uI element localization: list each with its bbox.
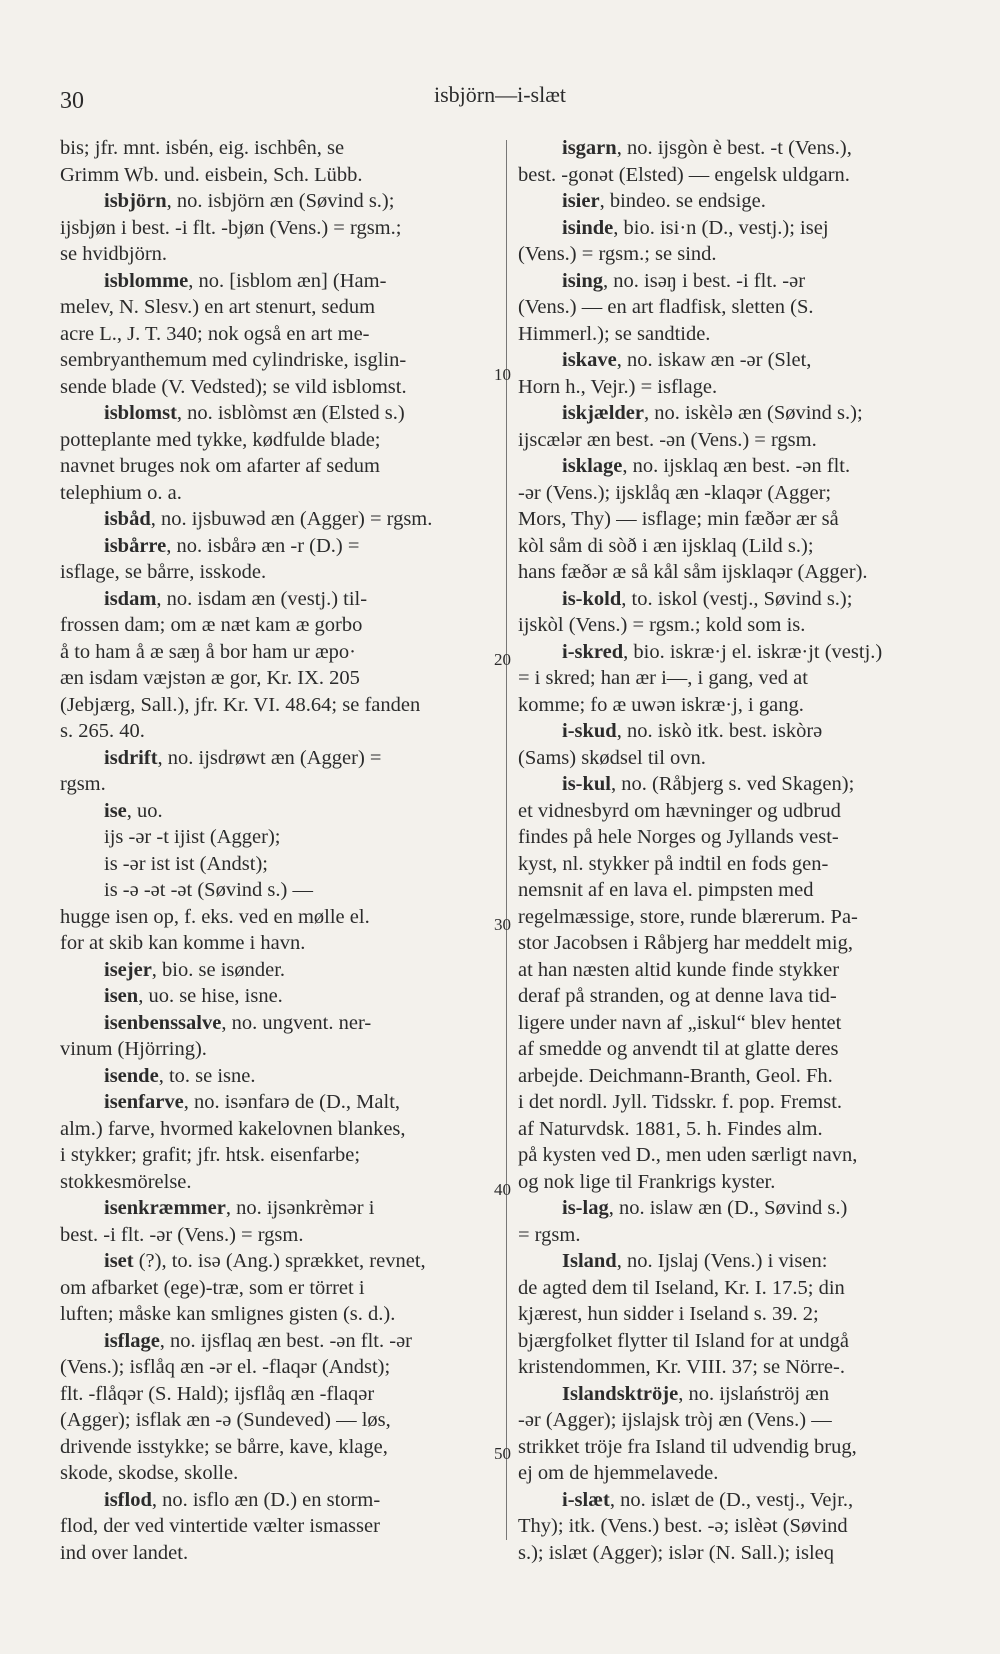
text-line: frossen dam; om æ næt kam æ gorbo bbox=[60, 614, 363, 636]
text-line: et vidnesbyrd om hævninger og udbrud bbox=[518, 799, 841, 822]
running-head: isbjörn—i-slæt bbox=[433, 82, 566, 107]
text-line bbox=[518, 1248, 943, 1275]
entry-headword: isejer bbox=[104, 958, 152, 981]
entry-text: , no. (Råbjerg s. ved Skagen); bbox=[611, 773, 855, 795]
entry-text: , bio. iskræ·j el. iskræ·jt (vestj.) bbox=[623, 640, 883, 663]
text-line bbox=[60, 586, 492, 613]
entry-headword: isdrift bbox=[104, 746, 158, 769]
text-line: stokkesmörelse. bbox=[60, 1170, 192, 1193]
text-line bbox=[60, 188, 492, 215]
entry-headword: is-lag bbox=[562, 1197, 609, 1219]
entry-text: , bio. isi·n (D., vestj.); isej bbox=[613, 216, 829, 239]
text-line: kyst, nl. stykker på indtil en fods gen- bbox=[518, 852, 829, 875]
page-number: 30 bbox=[60, 88, 84, 114]
text-line: i stykker; grafit; jfr. htsk. eisenfarbe; bbox=[60, 1144, 361, 1166]
entry-headword: ising bbox=[562, 269, 604, 292]
entry-text: , no. iskèlə æn (Søvind s.); bbox=[644, 402, 863, 424]
text-line: kjærest, hun sidder i Iseland s. 39. 2; bbox=[518, 1303, 819, 1325]
text-line bbox=[518, 347, 943, 374]
entry-headword: isblomme bbox=[104, 269, 189, 292]
text-line: for at skib kan komme i havn. bbox=[60, 932, 306, 954]
text-line: i det nordl. Jyll. Tidsskr. f. pop. Fremst. bbox=[518, 1091, 843, 1113]
text-line: Horn h., Vejr.) = isflage. bbox=[518, 375, 718, 398]
text-line: ind over landet. bbox=[60, 1541, 189, 1564]
entry-text: , uo. se hise, isne. bbox=[138, 985, 283, 1007]
entry-text: , no. isbjörn æn (Søvind s.); bbox=[166, 190, 395, 212]
entry-headword: isier bbox=[562, 190, 600, 212]
entry-text: , no. isənfarə de (D., Malt, bbox=[183, 1091, 401, 1113]
text-line bbox=[60, 957, 492, 984]
text-line: stor Jacobsen i Råbjerg har meddelt mig, bbox=[518, 932, 853, 954]
text-line: nemsnit af en lava el. pimpsten med bbox=[518, 879, 814, 901]
text-line: deraf på stranden, og at denne lava tid- bbox=[518, 985, 837, 1007]
text-line bbox=[60, 506, 492, 533]
text-line: ijscælər æn best. -ən (Vens.) = rgsm. bbox=[518, 428, 817, 451]
entry-headword: isenkræmmer bbox=[104, 1197, 226, 1219]
entry-text: , no. islæt de (D., vestj., Vejr., bbox=[609, 1488, 854, 1511]
text-line: (Vens.) — en art fladfisk, sletten (S. bbox=[518, 296, 814, 318]
entry-text: , bio. se isønder. bbox=[151, 958, 286, 981]
entry-text: , no. isdam æn (vestj.) til- bbox=[156, 587, 368, 610]
text-line: regelmæssige, store, runde blærerum. Pa- bbox=[518, 905, 858, 928]
entry-headword: isblomst bbox=[104, 402, 177, 424]
text-line bbox=[60, 1328, 492, 1355]
line-number-50: 50 bbox=[494, 1444, 511, 1463]
text-line: alm.) farve, hvormed kakelovnen blankes, bbox=[60, 1117, 406, 1140]
entry-headword: Islandsktröje bbox=[562, 1382, 679, 1405]
entry-text: , no. iskò itk. best. iskòrə bbox=[616, 720, 823, 742]
text-line bbox=[518, 215, 943, 242]
entry-headword: isenbenssalve bbox=[104, 1011, 222, 1034]
text-line: ligere under navn af „iskul“ blev hentet bbox=[518, 1011, 842, 1034]
text-line: drivende isstykke; se bårre, kave, klage, bbox=[60, 1435, 388, 1458]
right-column bbox=[518, 135, 943, 1566]
text-line bbox=[60, 1487, 492, 1514]
text-line: -ər (Agger); ijslajsk tròj æn (Vens.) — bbox=[518, 1409, 832, 1431]
text-line: navnet bruges nok om afarter af sedum bbox=[60, 455, 380, 477]
text-line: luften; måske kan smlignes gisten (s. d.). bbox=[60, 1303, 396, 1325]
text-line: = rgsm. bbox=[518, 1223, 581, 1246]
text-line bbox=[60, 533, 492, 560]
text-line: af smedde og anvendt til at glatte deres bbox=[518, 1038, 839, 1060]
text-line bbox=[518, 1381, 943, 1408]
entry-headword: i-slæt bbox=[562, 1488, 610, 1511]
entry-text: , to. iskol (vestj., Søvind s.); bbox=[621, 587, 853, 610]
text-line: sende blade (V. Vedsted); se vild isblomst. bbox=[60, 375, 407, 398]
column-rule bbox=[506, 140, 507, 1540]
entry-text: , no. isəŋ i best. -i flt. -ər bbox=[603, 269, 806, 292]
entry-headword: isbåd bbox=[104, 508, 151, 530]
text-line: strikket tröje fra Island til udvendig brug, bbox=[518, 1435, 857, 1458]
text-line: å to ham å æ sæŋ å bor ham ur æpo· bbox=[60, 640, 356, 663]
entry-text: , no. isflo æn (D.) en storm- bbox=[151, 1488, 381, 1511]
text-line bbox=[518, 639, 943, 666]
text-line: Grimm Wb. und. eisbein, Sch. Lübb. bbox=[60, 163, 363, 186]
text-line: ijskòl (Vens.) = rgsm.; kold som is. bbox=[518, 614, 806, 636]
entry-text: , to. se isne. bbox=[158, 1064, 256, 1087]
text-line bbox=[60, 1248, 492, 1275]
entry-headword: i-skred bbox=[562, 640, 624, 663]
text-line: ej om de hjemmelavede. bbox=[518, 1462, 719, 1484]
text-line: sembryanthemum med cylindriske, isglin- bbox=[60, 349, 407, 371]
entry-text: , no. ungvent. ner- bbox=[221, 1011, 372, 1034]
text-line bbox=[60, 798, 492, 825]
entry-headword: isklage bbox=[562, 455, 623, 477]
entry-text: , no. islaw æn (D., Søvind s.) bbox=[608, 1197, 848, 1219]
line-number-40: 40 bbox=[494, 1180, 511, 1199]
text-line: (Vens.) = rgsm.; se sind. bbox=[518, 243, 717, 265]
text-line: hugge isen op, f. eks. ved en mølle el. bbox=[60, 905, 370, 928]
text-line: isflage, se bårre, isskode. bbox=[60, 561, 267, 583]
text-line: is -ər ist ist (Andst); bbox=[104, 852, 268, 875]
line-number-20: 20 bbox=[494, 650, 511, 669]
entry-headword: isenfarve bbox=[104, 1091, 184, 1113]
text-line: hans fæðər æ så kål såm ijsklaqər (Agger). bbox=[518, 561, 868, 583]
text-line: at han næsten altid kunde finde stykker bbox=[518, 958, 840, 981]
text-line bbox=[518, 453, 943, 480]
text-line: æn isdam væjstən æ gor, Kr. IX. 205 bbox=[60, 667, 360, 689]
text-line: (Sams) skødsel til ovn. bbox=[518, 746, 706, 769]
text-line: bis; jfr. mnt. isbén, eig. ischbên, se bbox=[60, 137, 345, 159]
text-line bbox=[60, 1089, 492, 1116]
text-line: og nok lige til Frankrigs kyster. bbox=[518, 1170, 776, 1193]
entry-headword: isgarn bbox=[562, 137, 617, 159]
text-line: melev, N. Slesv.) en art stenurt, sedum bbox=[60, 296, 376, 318]
entry-text: , no. ijslańströj æn bbox=[678, 1382, 830, 1405]
entry-headword: ise bbox=[104, 799, 127, 822]
text-line: telephium o. a. bbox=[60, 481, 182, 504]
text-line bbox=[518, 586, 943, 613]
entry-headword: isbjörn bbox=[104, 190, 167, 212]
entry-text: , no. isblòmst æn (Elsted s.) bbox=[176, 402, 405, 424]
text-line: Himmerl.); se sandtide. bbox=[518, 322, 711, 345]
text-line: flt. -flåqər (S. Hald); ijsflåq æn -flaqər bbox=[60, 1382, 375, 1405]
text-line: s. 265. 40. bbox=[60, 720, 145, 742]
entry-text: , no. iskaw æn -ər (Slet, bbox=[616, 349, 812, 371]
entry-text: , no. ijsdrøwt æn (Agger) = bbox=[157, 746, 382, 769]
entry-headword: i-skud bbox=[562, 720, 617, 742]
entry-headword: iskjælder bbox=[562, 402, 644, 424]
text-line: ijsbjøn i best. -i flt. -bjøn (Vens.) = rgsm.; bbox=[60, 216, 402, 239]
entry-headword: isen bbox=[104, 985, 139, 1007]
entry-text: , uo. bbox=[126, 799, 163, 822]
text-line bbox=[518, 1195, 943, 1222]
entry-headword: isdam bbox=[104, 587, 157, 610]
text-line bbox=[60, 268, 492, 295]
entry-headword: isende bbox=[104, 1064, 159, 1087]
entry-text: , no. ijsbuwəd æn (Agger) = rgsm. bbox=[150, 508, 433, 530]
text-line bbox=[518, 1487, 943, 1514]
entry-text: , no. ijsklaq æn best. -ən flt. bbox=[622, 455, 851, 477]
text-line: rgsm. bbox=[60, 773, 106, 795]
entry-text: , no. ijsənkrèmər i bbox=[225, 1197, 375, 1219]
text-line: (Agger); isflak æn -ə (Sundeved) — løs, bbox=[60, 1409, 391, 1431]
text-line: Thy); itk. (Vens.) best. -ə; islèət (Søvind bbox=[518, 1515, 848, 1537]
text-line: komme; fo æ uwən iskræ·j, i gang. bbox=[518, 693, 804, 716]
left-column bbox=[60, 135, 492, 1566]
line-number-10: 10 bbox=[494, 365, 511, 384]
text-line: (Vens.); isflåq æn -ər el. -flaqər (Andst); bbox=[60, 1356, 391, 1378]
entry-text: (?), to. isə (Ang.) sprækket, revnet, bbox=[133, 1250, 426, 1272]
text-line: flod, der ved vintertide vælter ismasser bbox=[60, 1515, 380, 1537]
text-line: findes på hele Norges og Jyllands vest- bbox=[518, 826, 839, 848]
text-line: acre L., J. T. 340; nok også en art me- bbox=[60, 322, 370, 345]
text-line bbox=[518, 771, 943, 798]
text-line: is -ə -ət -ət (Søvind s.) — bbox=[104, 879, 313, 901]
text-line: af Naturvdsk. 1881, 5. h. Findes alm. bbox=[518, 1117, 823, 1140]
entry-text: , no. [isblom æn] (Ham- bbox=[188, 269, 387, 292]
entry-headword: isinde bbox=[562, 216, 614, 239]
entry-headword: iset bbox=[104, 1250, 134, 1272]
text-line: best. -i flt. -ər (Vens.) = rgsm. bbox=[60, 1223, 304, 1246]
line-number-30: 30 bbox=[494, 915, 511, 934]
text-line bbox=[60, 1195, 492, 1222]
text-line: se hvidbjörn. bbox=[60, 243, 168, 265]
text-line: bjærgfolket flytter til Island for at undgå bbox=[518, 1329, 849, 1352]
text-line bbox=[60, 1010, 492, 1037]
text-line: potteplante med tykke, kødfulde blade; bbox=[60, 428, 381, 451]
text-line: Mors, Thy) — isflage; min fæðər ær så bbox=[518, 508, 839, 530]
entry-headword: Island bbox=[562, 1250, 617, 1272]
entry-text: , no. isbårə æn -r (D.) = bbox=[166, 534, 360, 557]
entry-headword: isflod bbox=[104, 1488, 152, 1511]
text-line: s.); islæt (Agger); islər (N. Sall.); isleq bbox=[518, 1541, 834, 1564]
entry-text: , no. Ijslaj (Vens.) i visen: bbox=[616, 1250, 828, 1272]
text-line bbox=[518, 718, 943, 745]
text-line: -ər (Vens.); ijsklåq æn -klaqər (Agger; bbox=[518, 481, 832, 504]
entry-text: , bindeo. se endsige. bbox=[599, 190, 766, 212]
entry-headword: is-kul bbox=[562, 773, 611, 795]
text-line: = i skred; han ær i—, i gang, ved at bbox=[518, 667, 808, 689]
text-line bbox=[518, 188, 943, 215]
text-line bbox=[518, 135, 943, 162]
text-line: ijs -ər -t ijist (Agger); bbox=[104, 826, 281, 848]
entry-text: , no. ijsgòn è best. -t (Vens.), bbox=[616, 137, 852, 159]
text-line: skode, skodse, skolle. bbox=[60, 1462, 239, 1484]
text-line: kristendommen, Kr. VIII. 37; se Nörre-. bbox=[518, 1356, 845, 1378]
text-line bbox=[60, 1063, 492, 1090]
entry-headword: is-kold bbox=[562, 587, 622, 610]
text-line: vinum (Hjörring). bbox=[60, 1038, 207, 1060]
entry-headword: isflage bbox=[104, 1329, 160, 1352]
entry-headword: isbårre bbox=[104, 534, 167, 557]
text-line: arbejde. Deichmann-Branth, Geol. Fh. bbox=[518, 1064, 833, 1087]
text-line bbox=[518, 400, 943, 427]
text-line: kòl såm di sòð i æn ijsklaq (Lild s.); bbox=[518, 534, 814, 557]
text-line: om afbarket (ege)-træ, som er törret i bbox=[60, 1276, 365, 1299]
text-line: på kysten ved D., men uden særligt navn, bbox=[518, 1144, 858, 1166]
entry-text: , no. ijsflaq æn best. -ən flt. -ər bbox=[159, 1329, 413, 1352]
text-line: best. -gonət (Elsted) — engelsk uldgarn. bbox=[518, 163, 850, 186]
text-line bbox=[60, 983, 492, 1010]
text-line bbox=[60, 745, 492, 772]
entry-headword: iskave bbox=[562, 349, 617, 371]
text-line: de agted dem til Iseland, Kr. I. 17.5; din bbox=[518, 1276, 845, 1299]
text-line bbox=[518, 268, 943, 295]
text-line: (Jebjærg, Sall.), jfr. Kr. VI. 48.64; se fanden bbox=[60, 693, 421, 716]
text-line bbox=[60, 400, 492, 427]
